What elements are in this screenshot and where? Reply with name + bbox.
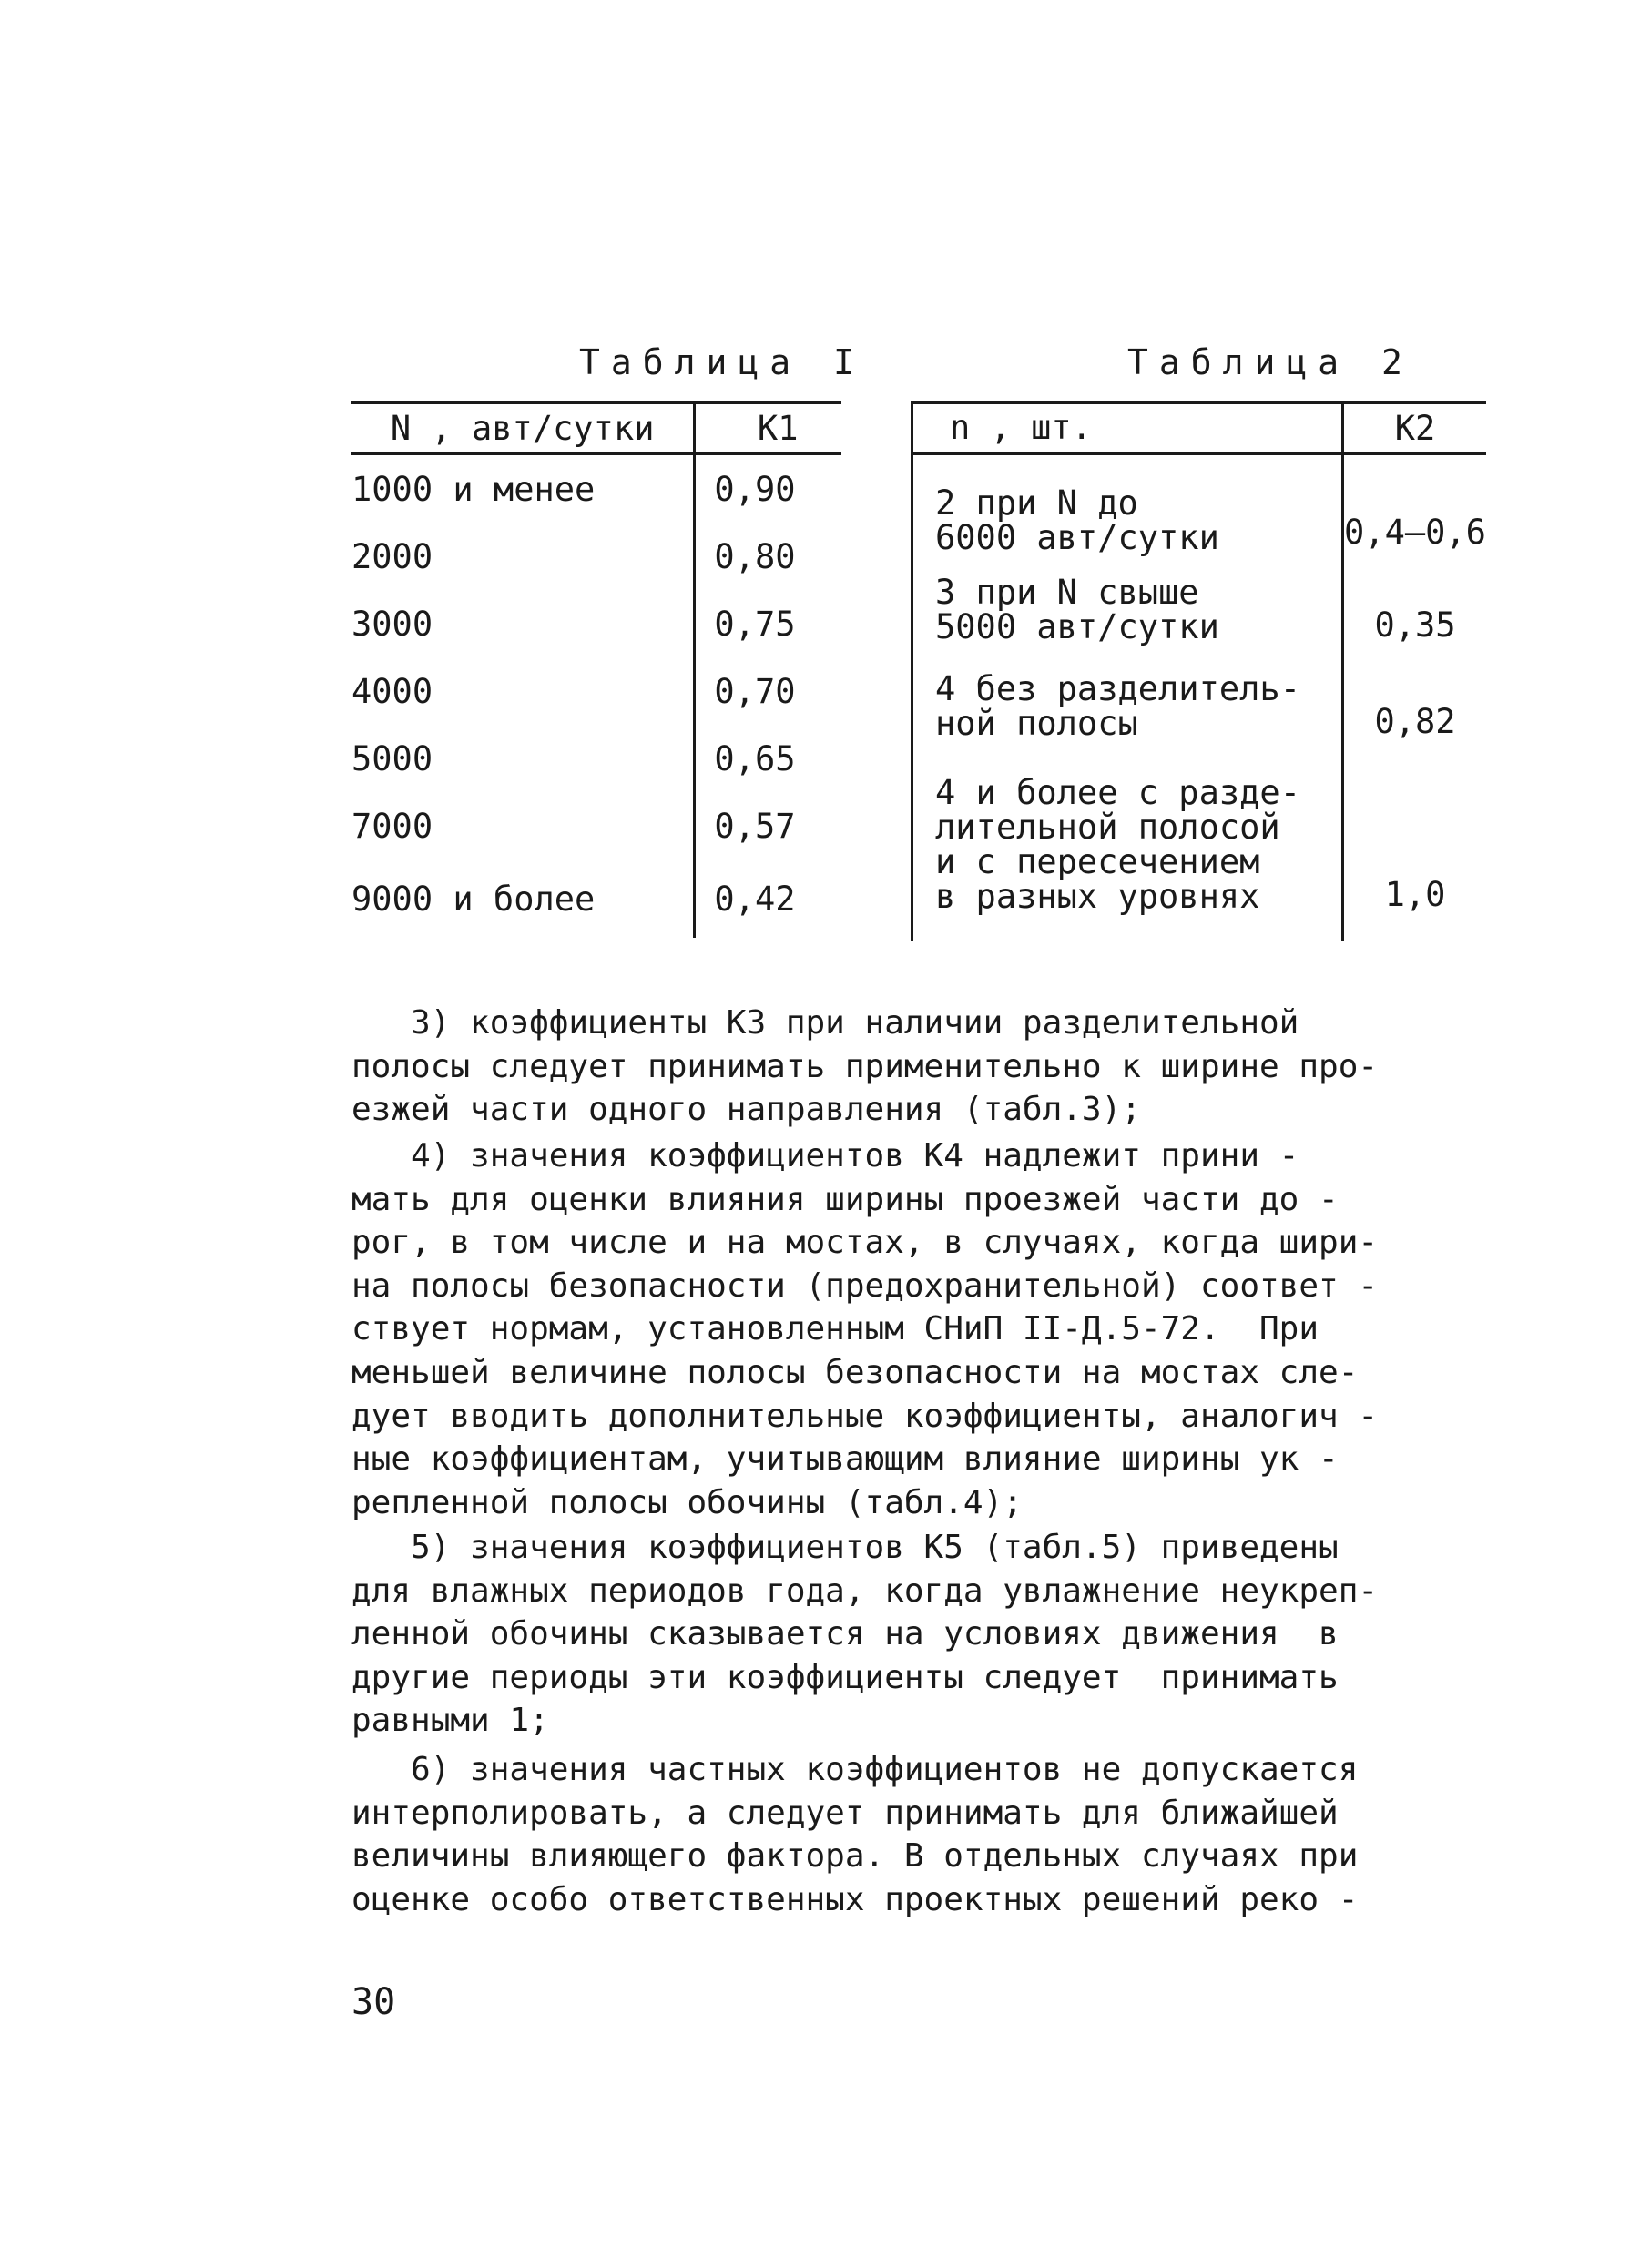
table1-cell-n: 4000 [351, 657, 695, 725]
table2-cell-text: 3 при N свыше 5000 авт/сутки [912, 555, 1343, 645]
table2-cell-k: 1,0 [1384, 875, 1446, 914]
table1-cell-k: 0,57 [714, 806, 796, 846]
table1-cell-n: 2000 [351, 523, 695, 590]
table-row [351, 523, 841, 590]
table1-cell-n: 3000 [351, 590, 695, 657]
table-row [351, 657, 841, 725]
table-row [351, 725, 841, 792]
table1-cell-k: 0,90 [714, 469, 796, 509]
table2-header-n: n , шт. [912, 402, 1343, 453]
table-row [912, 555, 1487, 645]
table2-cell-text: 2 при N до 6000 авт/сутки [912, 453, 1343, 555]
page-number: 30 [351, 1981, 396, 2023]
table1-cell-k: 0,75 [714, 604, 796, 644]
table1-caption: Таблица I [579, 342, 865, 382]
table1-cell-n: 7000 [351, 792, 695, 859]
table2-cell-text: 4 без разделитель- ной полосы [912, 645, 1343, 741]
table1-header-n: N , авт/сутки [351, 402, 695, 453]
table2 [911, 401, 1486, 941]
table1-header-k1: K1 [695, 402, 841, 453]
table1-cell-n: 1000 и менее [351, 453, 695, 523]
table-row [351, 590, 841, 657]
table2-cell-k: 0,4–0,6 [1344, 513, 1486, 552]
table1 [351, 401, 841, 938]
table-row [351, 792, 841, 859]
table2-cell-k: 0,35 [1374, 605, 1456, 645]
table1-cell-k: 0,80 [714, 536, 796, 576]
table1-cell-n: 5000 [351, 725, 695, 792]
table2-cell-k: 0,82 [1374, 702, 1456, 741]
table1-cell-k: 0,42 [714, 879, 796, 919]
table-row [912, 741, 1487, 941]
paragraph-3: 3) коэффициенты K3 при наличии разделительной полосы следует принимать применительно к ширине про- езжей части одного направления (табл.3); [351, 1004, 1379, 1129]
table1-cell-k: 0,65 [714, 738, 796, 778]
table-row [912, 645, 1487, 741]
table-row [912, 453, 1487, 555]
table-row [351, 859, 841, 938]
table2-header-k2: K2 [1343, 402, 1486, 453]
table2-header-row [912, 402, 1487, 453]
table2-cell-text: 4 и более с разде- лительной полосой и с пересечением в разных уровнях [912, 741, 1343, 941]
paragraph-4: 4) значения коэффициентов K4 надлежит прини - мать для оценки влияния ширины проезжей части до - рог, в том числе и на мостах, в случаях, когда шири- на полосы безопасности (предохранительной) соответ - ствует нормам, установленным СНиП II-Д.5-72. При меньшей величине полосы безопасности на мостах сле- дует вводить дополнительные коэффициенты, аналогич - ные коэффициентам, учитывающим влияние ширины ук - репленной полосы обочины (табл.4); [351, 1137, 1379, 1521]
table2-caption: Таблица 2 [1127, 342, 1413, 382]
table1-cell-n: 9000 и более [351, 859, 695, 938]
paragraph-5: 5) значения коэффициентов K5 (табл.5) приведены для влажных периодов года, когда увлажнение неукреп- ленной обочины сказывается на условиях движения в другие периоды эти коэффициенты следует принимать равными 1; [351, 1529, 1379, 1740]
table1-header-row [351, 402, 841, 453]
table-row [351, 453, 841, 523]
paragraph-6: 6) значения частных коэффициентов не допускается интерполировать, а следует принимать для ближайшей величины влияющего фактора. В отдельных случаях при оценке особо ответственных проектных решений реко - [351, 1751, 1359, 1918]
table1-cell-k: 0,70 [714, 671, 796, 711]
